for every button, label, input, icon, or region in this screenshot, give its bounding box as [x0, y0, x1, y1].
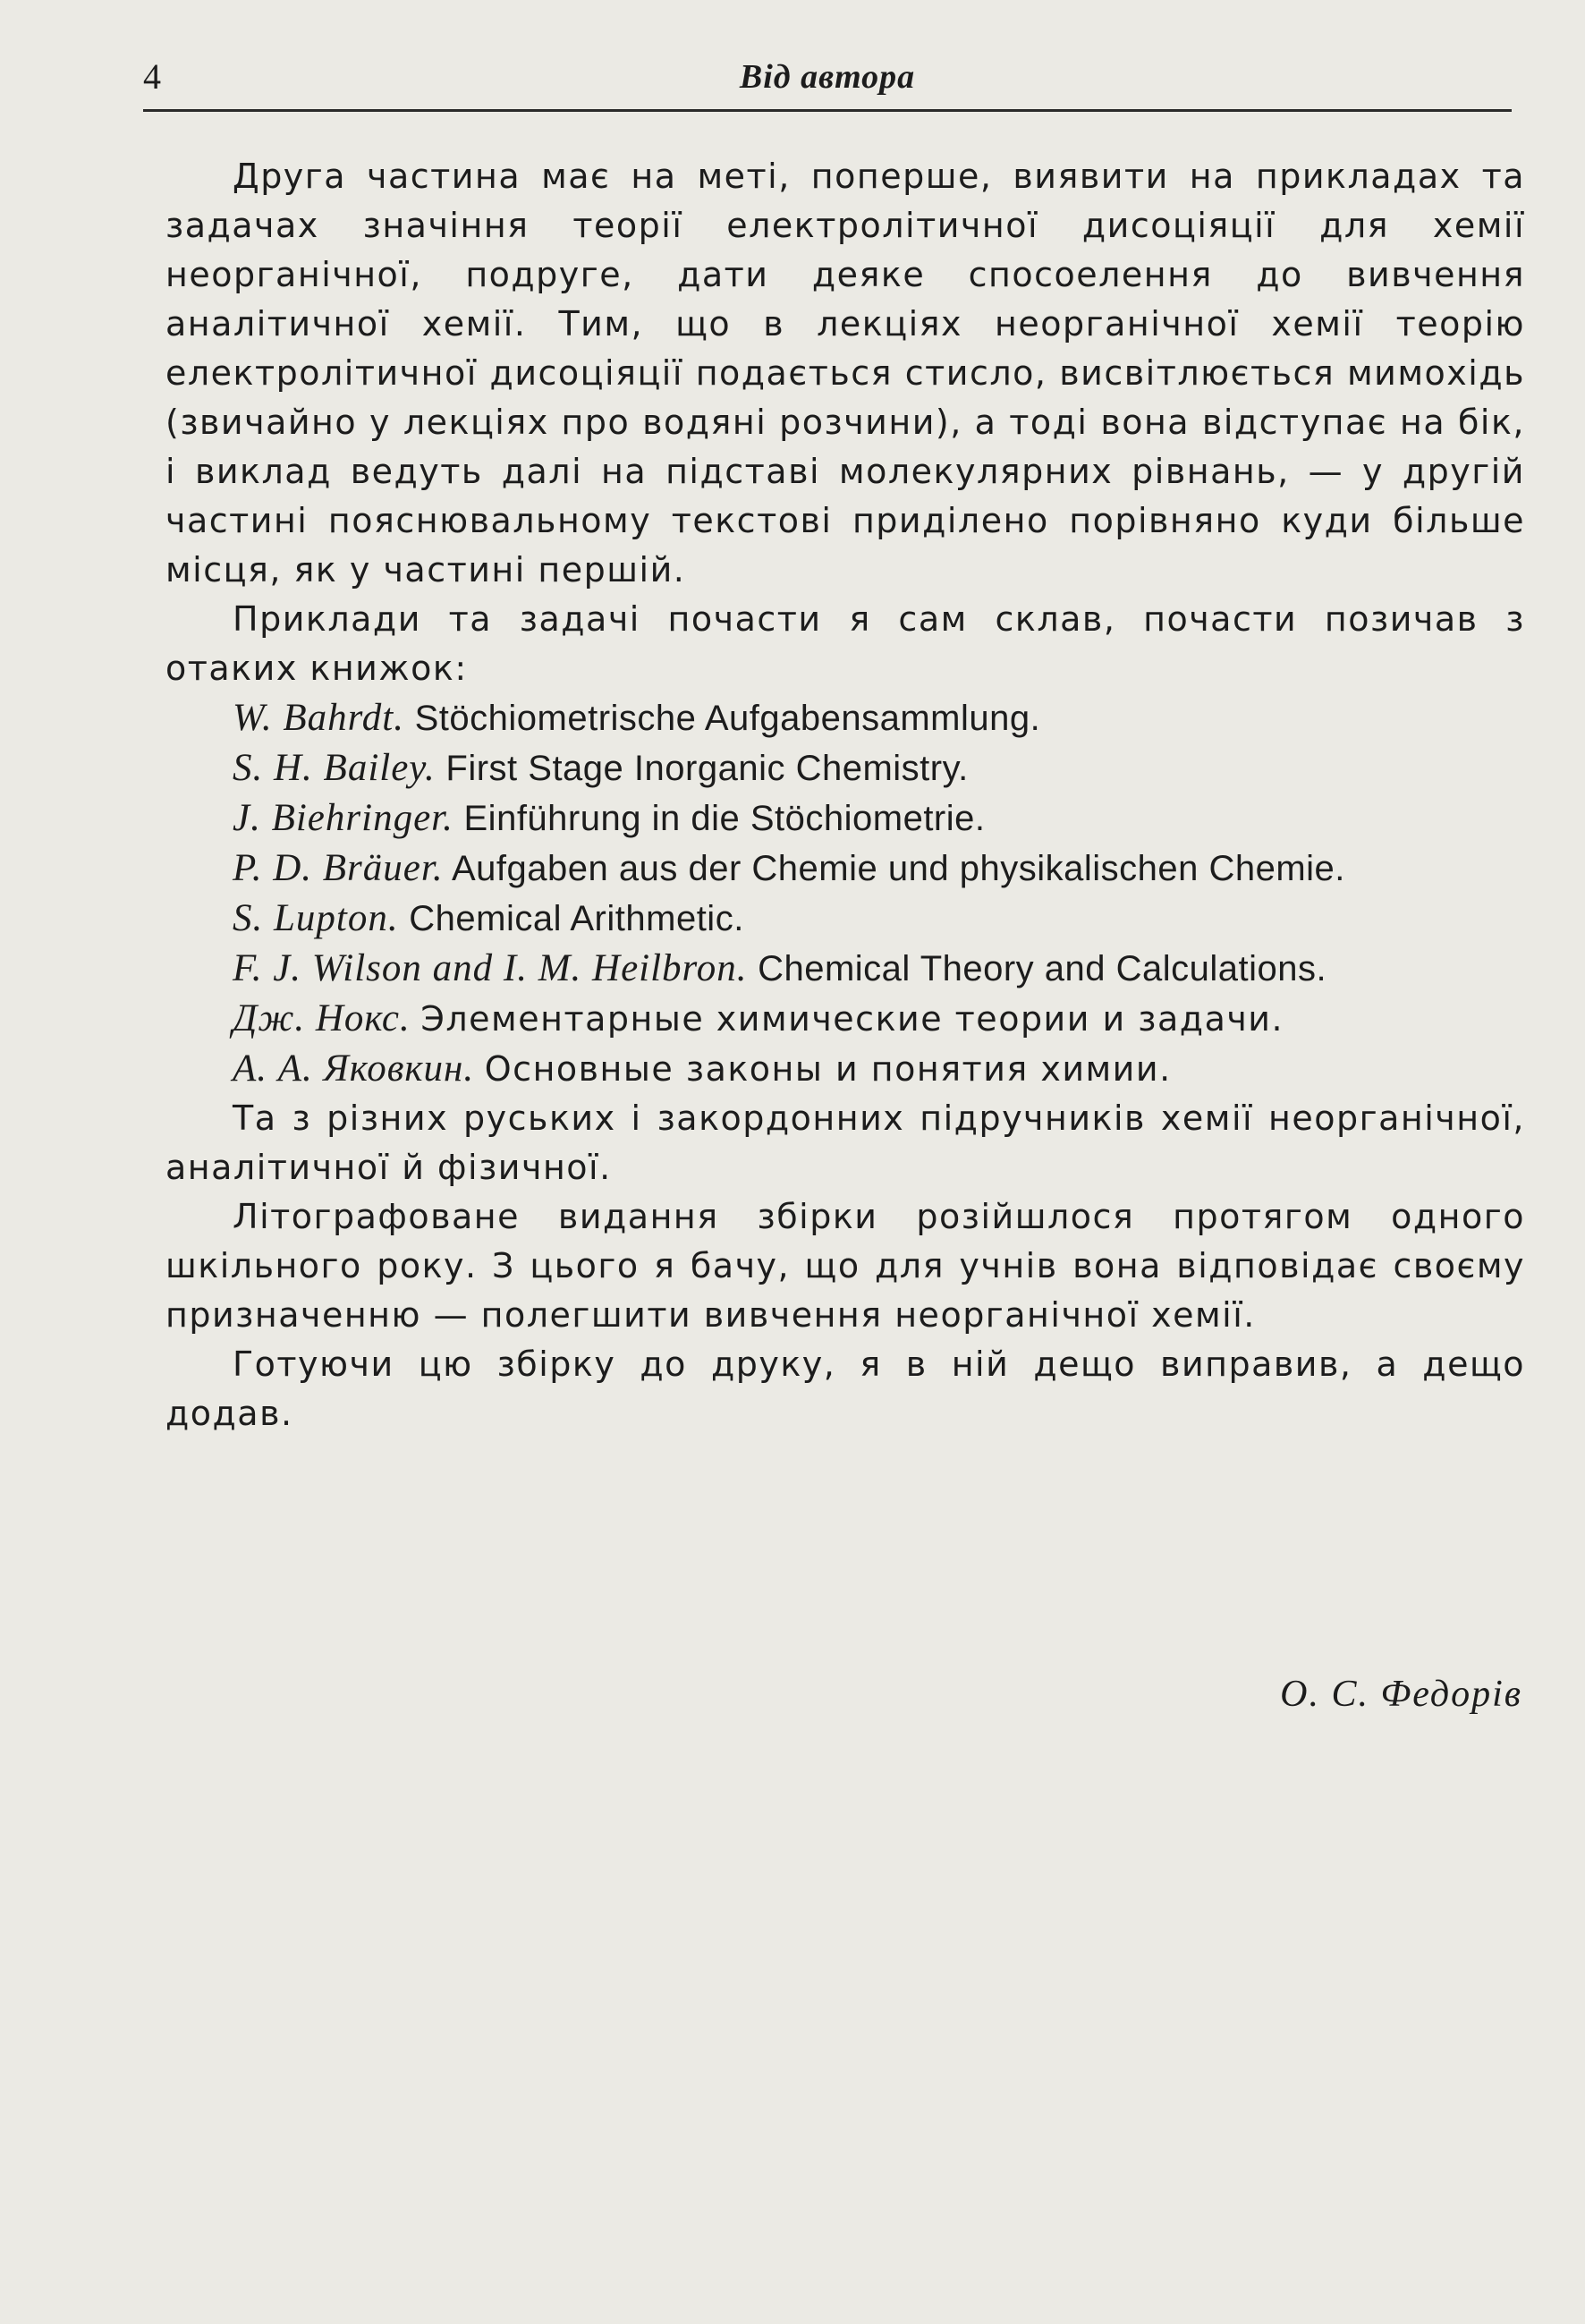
book-item: [165, 994, 1525, 1044]
paragraph-revisions: Готуючи цю збірку до друку, я в ній дещо виправив, а дещо додав.: [165, 1344, 1525, 1433]
book-item: [165, 1044, 1525, 1094]
paragraph-other-textbooks: Та з різних руських і закордонних підручників хемії неорганічної, аналітичної й фізичної.: [165, 1098, 1525, 1187]
book-title: Элементарные химические теории и задачи.: [420, 999, 1284, 1039]
book-item: [165, 743, 1525, 793]
book-title: First Stage Inorganic Chemistry.: [445, 749, 969, 788]
paragraph-second-part: Друга частина має на меті, поперше, виявити на прикладах та задачах значіння теорії електролітичної дисоціяції для хемії неорганічної, подруге, дати деяке спосоeлення до вивчення аналітичної хемії. Тим, що в лекціях неорганічної хемії теорію електролітичної дисоціяції подається стисло, висвітлюється мимохідь (звичайно у лекціях про водяні розчини), а тоді вона відступає на бік, і виклад ведуть далі на підставі молекулярних рівнань, — у другій частині пояснювальному текстові приділено порівняно куди більше місця, як у частині першій.: [165, 157, 1525, 589]
page-header: [143, 55, 1512, 112]
book-title: Stöchiometrische Aufgabensammlung.: [414, 699, 1041, 738]
running-title: Від автора: [739, 58, 916, 96]
book-author: А. А. Яковкин.: [233, 1047, 475, 1090]
book-item: [165, 894, 1525, 944]
book-title: Aufgaben aus der Chemie und physikalischen Chemie.: [452, 849, 1345, 888]
book-title: Chemical Theory and Calculations.: [758, 949, 1327, 988]
book-title: Основные законы и понятия химии.: [484, 1049, 1172, 1089]
author-signature: О. С. Федорів: [1280, 1674, 1522, 1715]
book-author: S. Lupton.: [233, 897, 399, 939]
book-item: [165, 944, 1525, 994]
book-list: [165, 693, 1525, 1094]
book-item: [165, 693, 1525, 743]
book-title: Einführung in die Stöchiometrie.: [463, 799, 986, 838]
book-item: [165, 793, 1525, 844]
page-body: [165, 152, 1525, 1438]
book-author: Дж. Нокс.: [233, 997, 411, 1039]
book-author: J. Biehringer.: [233, 797, 453, 839]
page-number: 4: [143, 56, 161, 97]
book-author: W. Bahrdt.: [233, 697, 404, 739]
book-title: Chemical Arithmetic.: [409, 899, 744, 938]
book-author: S. H. Bailey.: [233, 747, 436, 789]
book-author: F. J. Wilson and I. M. Heilbron.: [233, 947, 748, 989]
paragraph-lithographed-edition: Літографоване видання збірки розійшлося протягом одного шкільного року. З цього я бачу, що для учнів вона відповідає своєму призначенню — полегшити вивчення неорганічної хемії.: [165, 1197, 1525, 1335]
book-author: P. D. Bräuer.: [233, 847, 444, 889]
book-item: [165, 844, 1525, 894]
paragraph-sources-intro: Приклади та задачі почасти я сам склав, почасти позичав з отаких книжок:: [165, 599, 1525, 688]
